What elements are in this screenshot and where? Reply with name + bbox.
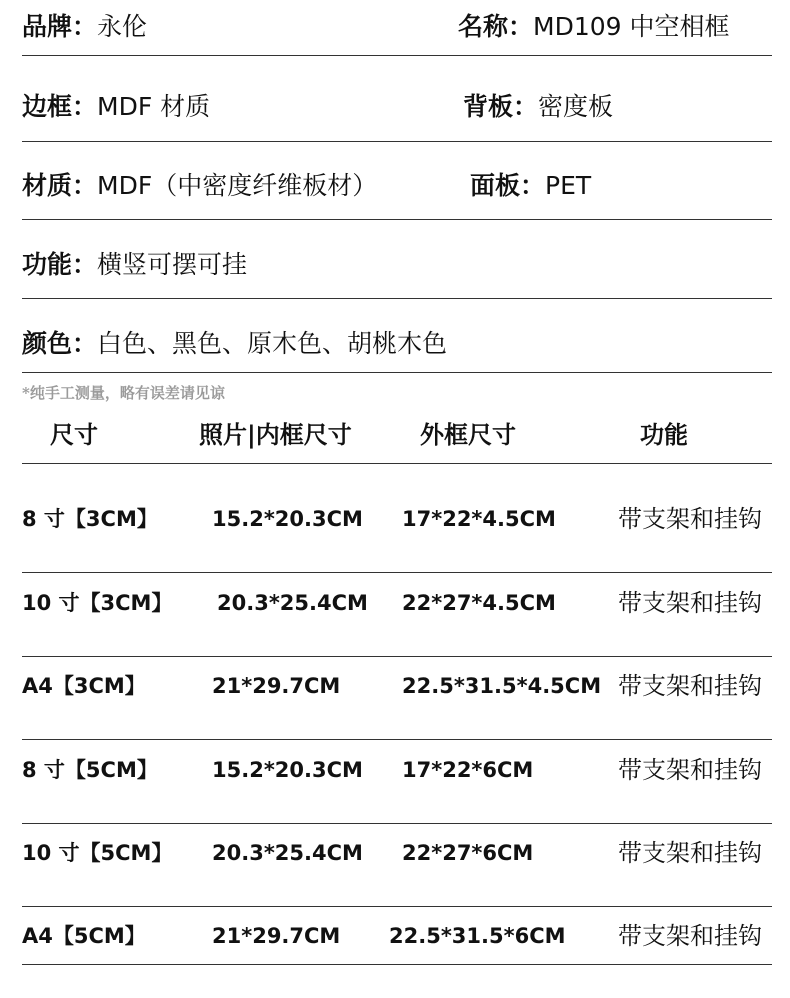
table-row (22, 588, 772, 618)
divider (22, 823, 772, 824)
spec-row-material-panel (22, 171, 772, 201)
table-header-inner-size: 照片|内框尺寸 (199, 421, 352, 449)
spec-value: 白色、黑色、原木色、胡桃木色 (97, 329, 448, 358)
spec-value: MDF（中密度纤维板材） (97, 171, 378, 200)
cell-inner-size: 21*29.7CM (212, 924, 341, 948)
cell-size: 8 寸【3CM】 (22, 507, 158, 531)
cell-function: 带支架和挂钩 (618, 672, 762, 700)
cell-outer-size: 17*22*6CM (402, 758, 534, 782)
spec-label: 面板： (470, 171, 546, 200)
spec-color (22, 329, 447, 359)
table-header-outer-size: 外框尺寸 (420, 421, 516, 449)
table-row (22, 838, 772, 868)
divider (22, 964, 772, 965)
divider (22, 656, 772, 657)
cell-function: 带支架和挂钩 (618, 589, 762, 617)
divider (22, 372, 772, 373)
cell-size: A4【5CM】 (22, 924, 146, 948)
cell-size: 8 寸【5CM】 (22, 758, 158, 782)
spec-value: MD109 中空相框 (533, 12, 730, 41)
divider (22, 739, 772, 740)
spec-value: 密度板 (538, 92, 614, 121)
spec-row-function (22, 250, 772, 280)
spec-label: 品牌： (22, 12, 98, 41)
cell-inner-size: 15.2*20.3CM (212, 507, 363, 531)
divider (22, 572, 772, 573)
divider (22, 55, 772, 56)
cell-size: A4【3CM】 (22, 674, 146, 698)
cell-outer-size: 22*27*6CM (402, 841, 534, 865)
spec-material (22, 171, 377, 201)
spec-row-brand-name (22, 12, 772, 42)
cell-inner-size: 20.3*25.4CM (217, 591, 368, 615)
cell-function: 带支架和挂钩 (618, 756, 762, 784)
spec-frame (22, 92, 210, 122)
spec-value: MDF 材质 (97, 92, 211, 121)
spec-row-color (22, 329, 772, 359)
spec-value: 横竖可摆可挂 (97, 250, 248, 279)
spec-label: 名称： (458, 12, 534, 41)
table-row (22, 671, 772, 701)
measurement-note: *纯手工测量，略有误差请见谅 (22, 384, 225, 402)
cell-inner-size: 21*29.7CM (212, 674, 341, 698)
cell-function: 带支架和挂钩 (618, 839, 762, 867)
cell-inner-size: 20.3*25.4CM (212, 841, 363, 865)
spec-backboard (463, 92, 613, 122)
table-row (22, 921, 772, 951)
spec-product-name (458, 12, 730, 42)
divider (22, 906, 772, 907)
cell-function: 带支架和挂钩 (618, 922, 762, 950)
divider (22, 141, 772, 142)
cell-function: 带支架和挂钩 (618, 505, 762, 533)
table-header-function: 功能 (640, 421, 688, 449)
table-row (22, 755, 772, 785)
spec-label: 颜色： (22, 329, 98, 358)
cell-size: 10 寸【5CM】 (22, 841, 173, 865)
table-row (22, 504, 772, 534)
divider (22, 463, 772, 464)
spec-brand (22, 12, 147, 42)
cell-size: 10 寸【3CM】 (22, 591, 173, 615)
spec-label: 边框： (22, 92, 98, 121)
spec-row-frame-backboard (22, 92, 772, 122)
cell-outer-size: 17*22*4.5CM (402, 507, 556, 531)
cell-outer-size: 22.5*31.5*6CM (389, 924, 566, 948)
spec-value: 永伦 (97, 12, 148, 41)
spec-label: 功能： (22, 250, 98, 279)
divider (22, 298, 772, 299)
cell-outer-size: 22*27*4.5CM (402, 591, 556, 615)
spec-function (22, 250, 247, 280)
cell-inner-size: 15.2*20.3CM (212, 758, 363, 782)
cell-outer-size: 22.5*31.5*4.5CM (402, 674, 602, 698)
spec-value: PET (545, 171, 592, 200)
spec-label: 材质： (22, 171, 98, 200)
divider (22, 219, 772, 220)
spec-label: 背板： (463, 92, 539, 121)
table-header-size: 尺寸 (50, 421, 98, 449)
spec-panel (470, 171, 591, 201)
